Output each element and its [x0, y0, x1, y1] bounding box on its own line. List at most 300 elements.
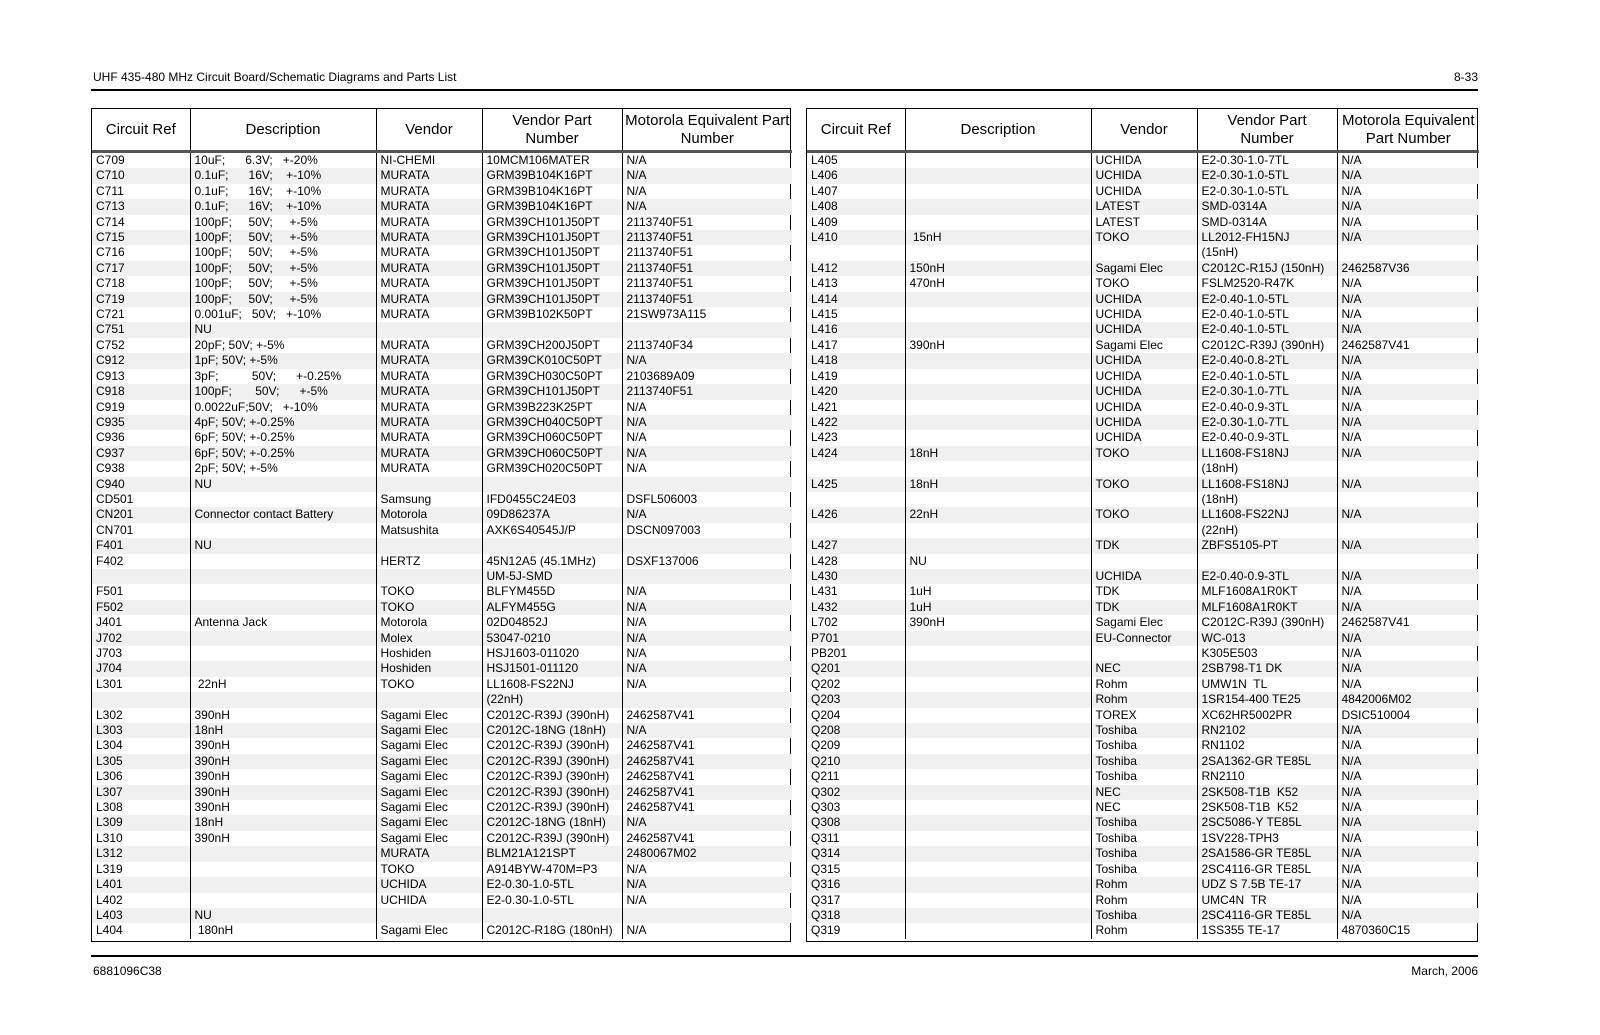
cell-vendor-part-number: E2-0.30-1.0-7TL [1197, 152, 1337, 169]
cell-description [905, 754, 1091, 769]
cell-motorola-part-number: N/A [1341, 368, 1362, 383]
table-row [807, 369, 1479, 384]
cell-circuit-ref: Q311 [807, 831, 905, 846]
cell-vendor-part-number: 2SK508-T1B K52 [1197, 785, 1337, 800]
table-row [807, 708, 1479, 723]
cell-motorola-part-number: N/A [626, 430, 647, 445]
cell-vendor: UCHIDA [1091, 400, 1197, 415]
cell-motorola-part-number: 2113740F51 [622, 261, 792, 276]
cell-circuit-ref: L417 [807, 338, 905, 353]
cell-description [905, 215, 1091, 230]
cell-vendor-part-number: C2012C-R39J (390nH) [1197, 615, 1337, 630]
cell-circuit-ref: C752 [92, 338, 190, 353]
cell-vendor-part-number: E2-0.40-0.9-3TL [1197, 400, 1337, 415]
cell-vendor: MURATA [376, 261, 482, 276]
cell-circuit-ref: L319 [92, 862, 190, 877]
cell-vendor: MURATA [376, 338, 482, 353]
cell-vendor-part-number: 02D04852J [482, 615, 622, 630]
cell-description [905, 184, 1091, 199]
table-row [92, 661, 792, 676]
cell-circuit-ref: Q202 [807, 677, 905, 692]
cell-circuit-ref: Q303 [807, 800, 905, 815]
cell-vendor: Toshiba [1091, 754, 1197, 769]
cell-vendor: Toshiba [1091, 846, 1197, 861]
col-circuit-ref-header: Circuit Ref [92, 109, 190, 152]
cell-motorola-part-number: N/A [622, 661, 792, 676]
cell-vendor-part-number: IFD0455C24E03 [482, 492, 622, 507]
table-row [807, 415, 1479, 430]
cell-motorola-part-number: N/A [626, 646, 647, 660]
cell-vendor-part-number: 2SC4116-GR TE85L [1197, 908, 1337, 923]
cell-vendor-part-number: E2-0.40-0.9-3TL [1197, 569, 1337, 584]
col-description-header: Description [190, 109, 376, 152]
cell-circuit-ref: L306 [92, 769, 190, 784]
cell-vendor-part-number [482, 322, 622, 337]
page-number: 8-33 [1453, 70, 1478, 84]
cell-vendor: Sagami Elec [376, 815, 482, 830]
table-row [92, 384, 792, 399]
cell-motorola-part-number: N/A [622, 723, 792, 738]
cell-vendor-part-number: E2-0.40-1.0-5TL [1197, 369, 1337, 384]
cell-description: 0.0022uF;50V; +-10% [190, 400, 376, 415]
cell-circuit-ref: L412 [807, 261, 905, 276]
cell-vendor-part-number: 2SK508-T1B K52 [1197, 800, 1337, 815]
cell-motorola-part-number: N/A [626, 584, 647, 599]
cell-vendor-part-number: GRM39CH101J50PT [482, 276, 622, 291]
cell-circuit-ref: L414 [807, 292, 905, 307]
cell-motorola-part-number [622, 538, 792, 553]
cell-circuit-ref: Q318 [807, 908, 905, 923]
cell-vendor: TOKO [1091, 446, 1197, 461]
cell-circuit-ref: CN701 [92, 523, 190, 538]
cell-circuit-ref: L428 [807, 554, 905, 569]
cell-vendor: Toshiba [1091, 831, 1197, 846]
table-row [92, 646, 792, 661]
cell-description [190, 600, 376, 615]
cell-description [190, 661, 376, 676]
cell-description: 15nH [905, 230, 1091, 245]
cell-vendor-part-number: (18nH) [1197, 461, 1337, 476]
cell-vendor-part-number: E2-0.40-0.9-3TL [1197, 430, 1337, 445]
table-row [807, 661, 1479, 676]
cell-motorola-part-number: N/A [1341, 676, 1362, 691]
cell-motorola-part-number: 2462587V41 [626, 707, 695, 722]
table-row [807, 600, 1479, 615]
cell-vendor: Sagami Elec [376, 723, 482, 738]
cell-circuit-ref: L303 [92, 723, 190, 738]
cell-vendor-part-number: GRM39B104K16PT [482, 199, 622, 214]
cell-vendor: MURATA [376, 415, 482, 430]
cell-vendor: TOKO [1091, 507, 1197, 522]
cell-vendor-part-number: GRM39CH101J50PT [482, 384, 622, 399]
col-motorola-part-header: Motorola Equivalent Part Number [1337, 109, 1479, 152]
cell-vendor: TOKO [1091, 230, 1197, 245]
table-row [807, 677, 1479, 692]
cell-description [905, 877, 1091, 892]
cell-motorola-part-number: N/A [1341, 800, 1362, 815]
cell-vendor-part-number: E2-0.30-1.0-5TL [482, 877, 622, 892]
cell-circuit-ref: Q209 [807, 738, 905, 753]
table-row [807, 353, 1479, 368]
cell-vendor: NEC [1091, 800, 1197, 815]
cell-motorola-part-number: N/A [626, 183, 647, 198]
cell-description [190, 646, 376, 661]
table-row [807, 754, 1479, 769]
cell-vendor [1091, 646, 1197, 661]
cell-vendor: Toshiba [1091, 862, 1197, 877]
cell-vendor: UCHIDA [1091, 415, 1197, 430]
cell-circuit-ref: L410 [807, 230, 905, 245]
cell-circuit-ref: C940 [92, 477, 190, 492]
cell-vendor-part-number: AXK6S40545J/P [482, 523, 622, 538]
cell-circuit-ref: L408 [807, 199, 905, 214]
cell-description: 390nH [190, 754, 376, 769]
cell-description [905, 846, 1091, 861]
cell-description [905, 307, 1091, 322]
cell-description [905, 815, 1091, 830]
cell-motorola-part-number: 2462587V41 [622, 785, 792, 800]
cell-vendor-part-number: GRM39CH101J50PT [482, 261, 622, 276]
cell-circuit-ref: L309 [92, 815, 190, 830]
cell-description: 470nH [905, 276, 1091, 291]
cell-circuit-ref: C938 [92, 461, 190, 476]
table-row [92, 276, 792, 291]
cell-description: 2pF; 50V; +-5% [190, 461, 376, 476]
cell-motorola-part-number: N/A [1341, 830, 1362, 845]
cell-vendor-part-number: C2012C-R39J (390nH) [482, 754, 622, 769]
cell-description [905, 831, 1091, 846]
cell-circuit-ref: Q315 [807, 862, 905, 877]
table-row [92, 292, 792, 307]
cell-vendor: Rohm [1091, 893, 1197, 908]
table-row [92, 600, 792, 615]
table-row [807, 769, 1479, 784]
cell-motorola-part-number: N/A [1341, 214, 1362, 229]
cell-circuit-ref: L307 [92, 785, 190, 800]
table-row [92, 738, 792, 753]
cell-description: Connector contact Battery [190, 507, 376, 522]
table-row [807, 477, 1479, 492]
cell-description: NU [190, 322, 376, 337]
cell-circuit-ref: C709 [92, 152, 190, 169]
cell-circuit-ref: C717 [92, 261, 190, 276]
cell-motorola-part-number: 2113740F51 [622, 292, 792, 307]
cell-description: NU [190, 477, 376, 492]
cell-vendor-part-number: 2SA1586-GR TE85L [1197, 846, 1337, 861]
cell-vendor-part-number: E2-0.30-1.0-5TL [1197, 184, 1337, 199]
cell-motorola-part-number: N/A [622, 507, 792, 522]
cell-circuit-ref: L305 [92, 754, 190, 769]
cell-vendor-part-number [482, 908, 622, 923]
table-row [807, 569, 1479, 584]
cell-circuit-ref [807, 461, 905, 476]
cell-vendor: MURATA [376, 199, 482, 214]
cell-vendor-part-number: C2012C-R39J (390nH) [482, 738, 622, 753]
cell-circuit-ref [807, 523, 905, 538]
cell-motorola-part-number: N/A [626, 861, 647, 876]
table-row [92, 785, 792, 800]
table-row [807, 908, 1479, 923]
cell-motorola-part-number: N/A [1341, 153, 1362, 167]
cell-vendor-part-number: RN2110 [1197, 769, 1337, 784]
cell-motorola-part-number: N/A [1337, 415, 1479, 430]
cell-vendor: UCHIDA [376, 893, 482, 908]
page-title: UHF 435-480 MHz Circuit Board/Schematic Diagrams and Parts List [93, 70, 457, 84]
cell-description: 1uH [905, 584, 1091, 599]
table-row [807, 261, 1479, 276]
cell-vendor: Hoshiden [376, 646, 482, 661]
cell-vendor: Hoshiden [376, 661, 482, 676]
cell-vendor-part-number: LL2012-FH15NJ [1197, 230, 1337, 245]
cell-motorola-part-number: 2480067M02 [622, 846, 792, 861]
table-row [92, 754, 792, 769]
cell-vendor [1091, 523, 1197, 538]
cell-vendor-part-number: 2SC5086-Y TE85L [1197, 815, 1337, 830]
cell-description [905, 769, 1091, 784]
table-body-right [807, 152, 1479, 939]
cell-vendor-part-number: GRM39CH101J50PT [482, 215, 622, 230]
cell-vendor [376, 538, 482, 553]
cell-description: 18nH [190, 723, 376, 738]
cell-circuit-ref: L430 [807, 569, 905, 584]
cell-vendor: UCHIDA [1091, 430, 1197, 445]
cell-circuit-ref: C919 [92, 400, 190, 415]
table-row [807, 492, 1479, 507]
cell-motorola-part-number: 2462587V41 [1341, 337, 1410, 352]
table-row [807, 446, 1479, 461]
cell-description: 390nH [905, 338, 1091, 353]
cell-description [905, 723, 1091, 738]
cell-description [905, 168, 1091, 183]
cell-description [190, 877, 376, 892]
cell-description [905, 692, 1091, 707]
cell-description: 1pF; 50V; +-5% [190, 353, 376, 368]
cell-description [905, 631, 1091, 646]
cell-description: 100pF; 50V; +-5% [190, 261, 376, 276]
cell-vendor: Motorola [376, 507, 482, 522]
cell-motorola-part-number: DSXF137006 [626, 553, 699, 568]
cell-description [905, 384, 1091, 399]
cell-vendor-part-number [1197, 554, 1337, 569]
cell-vendor-part-number: (15nH) [1197, 245, 1337, 260]
table-row [92, 307, 792, 322]
cell-motorola-part-number: N/A [1337, 507, 1479, 522]
cell-vendor-part-number: ALFYM455G [482, 600, 622, 615]
cell-description [905, 569, 1091, 584]
cell-motorola-part-number: 2462587V41 [626, 800, 695, 815]
cell-motorola-part-number [1337, 461, 1479, 476]
cell-vendor-part-number: SMD-0314A [1197, 199, 1337, 214]
cell-vendor: TOKO [376, 677, 482, 692]
cell-vendor: UCHIDA [1091, 292, 1197, 307]
cell-circuit-ref: L421 [807, 400, 905, 415]
cell-vendor: UCHIDA [1091, 384, 1197, 399]
cell-description: 180nH [190, 923, 376, 938]
table-row [92, 908, 792, 923]
cell-vendor-part-number: C2012C-18NG (18nH) [482, 723, 622, 738]
table-row [807, 384, 1479, 399]
cell-circuit-ref: Q211 [807, 769, 905, 784]
cell-circuit-ref: Q319 [807, 923, 905, 938]
cell-description [905, 152, 1091, 169]
cell-vendor: UCHIDA [1091, 152, 1197, 169]
cell-vendor: UCHIDA [1091, 369, 1197, 384]
cell-description: 100pF; 50V; +-5% [190, 230, 376, 245]
cell-motorola-part-number: N/A [626, 461, 647, 476]
cell-motorola-part-number: N/A [1341, 276, 1362, 291]
cell-circuit-ref: J703 [92, 646, 190, 661]
cell-vendor-part-number: GRM39B104K16PT [482, 168, 622, 183]
cell-description: 0.1uF; 16V; +-10% [190, 168, 376, 183]
cell-motorola-part-number: N/A [1337, 661, 1479, 676]
table-row [807, 322, 1479, 337]
cell-vendor-part-number: GRM39CK010C50PT [482, 353, 622, 368]
cell-description [905, 677, 1091, 692]
cell-vendor: Matsushita [376, 523, 482, 538]
cell-vendor: UCHIDA [1091, 307, 1197, 322]
table-row [807, 646, 1479, 661]
table-row [807, 584, 1479, 599]
cell-circuit-ref: Q317 [807, 893, 905, 908]
cell-motorola-part-number [622, 692, 792, 707]
cell-motorola-part-number: N/A [1337, 815, 1479, 830]
cell-vendor-part-number: GRM39B102K50PT [482, 307, 622, 322]
cell-circuit-ref: L301 [92, 677, 190, 692]
cell-description [905, 369, 1091, 384]
cell-circuit-ref: L312 [92, 846, 190, 861]
cell-vendor: LATEST [1091, 199, 1197, 214]
table-row [807, 723, 1479, 738]
cell-vendor: Toshiba [1091, 769, 1197, 784]
col-vendor-part-header: Vendor Part Number [482, 109, 622, 152]
cell-description: 100pF; 50V; +-5% [190, 245, 376, 260]
cell-description [905, 523, 1091, 538]
cell-vendor-part-number: LL1608-FS22NJ [482, 677, 622, 692]
cell-vendor-part-number: (22nH) [482, 692, 622, 707]
cell-circuit-ref: C715 [92, 230, 190, 245]
table-row [92, 677, 792, 692]
cell-motorola-part-number: N/A [626, 153, 647, 167]
cell-vendor-part-number: 1SS355 TE-17 [1197, 923, 1337, 938]
cell-vendor: Sagami Elec [376, 923, 482, 938]
cell-vendor-part-number: UDZ S 7.5B TE-17 [1197, 877, 1337, 892]
table-row [807, 923, 1479, 938]
cell-description: 390nH [190, 831, 376, 846]
cell-vendor: MURATA [376, 400, 482, 415]
cell-vendor-part-number: 09D86237A [482, 507, 622, 522]
table-row [92, 338, 792, 353]
table-row [807, 615, 1479, 630]
cell-motorola-part-number: 2103689A09 [626, 368, 695, 383]
cell-description: 390nH [190, 800, 376, 815]
cell-vendor-part-number: E2-0.40-1.0-5TL [1197, 322, 1337, 337]
cell-description: 390nH [905, 615, 1091, 630]
cell-motorola-part-number: N/A [1341, 307, 1362, 322]
cell-circuit-ref: L425 [807, 477, 905, 492]
cell-vendor-part-number: BLM21A121SPT [482, 846, 622, 861]
cell-description: 18nH [190, 815, 376, 830]
parts-table-left [91, 108, 791, 942]
cell-vendor: TOKO [376, 600, 482, 615]
table-row [807, 815, 1479, 830]
cell-circuit-ref: J704 [92, 661, 190, 676]
cell-motorola-part-number: 2462587V41 [626, 830, 695, 845]
cell-description: 390nH [190, 769, 376, 784]
cell-vendor [376, 477, 482, 492]
cell-motorola-part-number: N/A [622, 600, 792, 615]
cell-circuit-ref: L308 [92, 800, 190, 815]
publication-date: March, 2006 [1411, 964, 1478, 978]
table-row [92, 569, 792, 584]
cell-vendor: TDK [1091, 584, 1197, 599]
cell-description [190, 862, 376, 877]
cell-vendor-part-number: E2-0.30-1.0-5TL [1197, 168, 1337, 183]
cell-motorola-part-number: N/A [1337, 292, 1479, 307]
cell-description [190, 692, 376, 707]
cell-vendor-part-number: MLF1608A1R0KT [1197, 600, 1337, 615]
cell-motorola-part-number [622, 908, 792, 923]
cell-vendor-part-number [482, 538, 622, 553]
cell-description: 6pF; 50V; +-0.25% [190, 446, 376, 461]
cell-motorola-part-number: N/A [1341, 892, 1362, 907]
cell-circuit-ref: F501 [92, 584, 190, 599]
cell-vendor [1091, 461, 1197, 476]
cell-circuit-ref: L310 [92, 831, 190, 846]
cell-vendor-part-number: E2-0.40-0.8-2TL [1197, 353, 1337, 368]
table-row [92, 353, 792, 368]
cell-motorola-part-number: 2113740F51 [622, 230, 792, 245]
cell-circuit-ref: J401 [92, 615, 190, 630]
table-row [807, 199, 1479, 214]
cell-vendor: Molex [376, 631, 482, 646]
table-row [92, 415, 792, 430]
document-number: 6881096C38 [93, 964, 162, 978]
cell-motorola-part-number: N/A [626, 923, 647, 938]
cell-circuit-ref: C714 [92, 215, 190, 230]
cell-circuit-ref: CD501 [92, 492, 190, 507]
cell-description: 18nH [905, 446, 1091, 461]
cell-circuit-ref: L702 [807, 615, 905, 630]
cell-vendor-part-number: 1SR154-400 TE25 [1197, 692, 1337, 707]
cell-motorola-part-number: N/A [1337, 477, 1479, 492]
cell-circuit-ref: L420 [807, 384, 905, 399]
cell-motorola-part-number: N/A [1337, 384, 1479, 399]
cell-vendor: Sagami Elec [376, 754, 482, 769]
cell-vendor: EU-Connector [1091, 631, 1197, 646]
cell-description [905, 738, 1091, 753]
cell-vendor: UCHIDA [376, 877, 482, 892]
table-row [92, 584, 792, 599]
cell-vendor-part-number: 1SV228-TPH3 [1197, 831, 1337, 846]
cell-circuit-ref: Q201 [807, 661, 905, 676]
table-row [807, 215, 1479, 230]
cell-vendor-part-number: RN1102 [1197, 738, 1337, 753]
cell-vendor-part-number: C2012C-18NG (18nH) [482, 815, 622, 830]
cell-vendor-part-number: UM-5J-SMD [482, 569, 622, 584]
cell-circuit-ref: L302 [92, 708, 190, 723]
cell-vendor-part-number: 10MCM106MATER [482, 152, 622, 169]
cell-vendor-part-number: GRM39CH040C50PT [482, 415, 622, 430]
table-row [807, 831, 1479, 846]
cell-description: 22nH [905, 507, 1091, 522]
cell-vendor-part-number: UMC4N TR [1197, 893, 1337, 908]
table-row [807, 276, 1479, 291]
cell-description [905, 353, 1091, 368]
cell-description: 390nH [190, 708, 376, 723]
cell-circuit-ref: Q210 [807, 754, 905, 769]
cell-vendor: Rohm [1091, 692, 1197, 707]
cell-vendor [376, 322, 482, 337]
